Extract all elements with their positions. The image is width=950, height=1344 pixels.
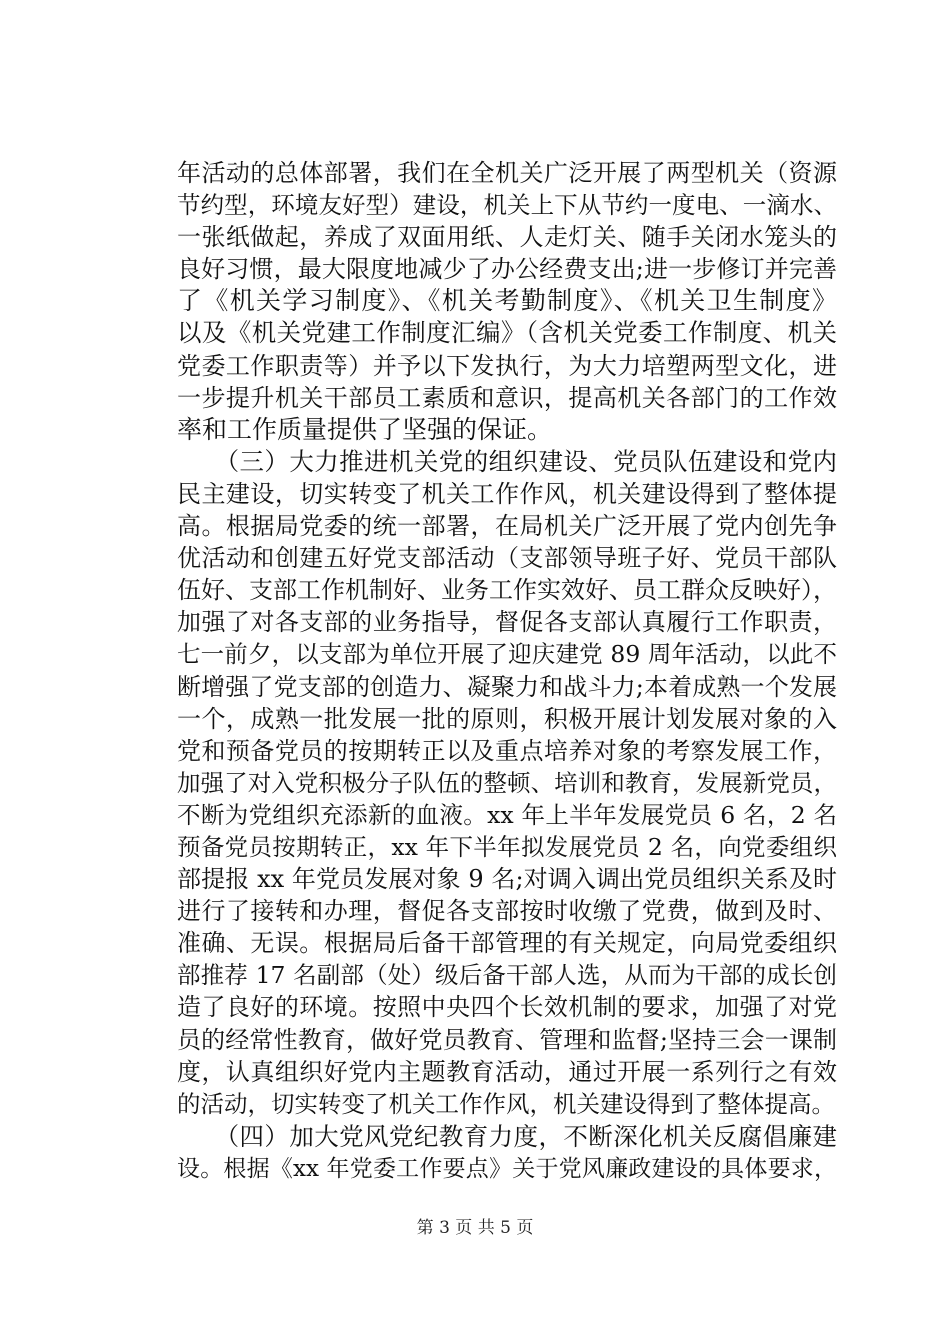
- text-line: 预备党员按期转正，xx 年下半年拟发展党员 2 名，向党委组织: [177, 832, 837, 861]
- text-line: 加强了对各支部的业务指导，督促各支部认真履行工作职责，: [177, 608, 837, 637]
- text-line: 民主建设，切实转变了机关工作作风，机关建设得到了整体提: [177, 479, 837, 508]
- text-line: 部提报 xx 年党员发展对象 9 名;对调入调出党员组织关系及时: [177, 865, 837, 894]
- text-line: 加强了对入党积极分子队伍的整顿、培训和教育，发展新党员，: [177, 768, 837, 797]
- text-line: 优活动和创建五好党支部活动（支部领导班子好、党员干部队: [177, 544, 837, 573]
- text-line: （四）加大党风党纪教育力度，不断深化机关反腐倡廉建: [177, 1122, 837, 1151]
- text-line: 以及《机关党建工作制度汇编》（含机关党委工作制度、机关: [177, 318, 837, 348]
- text-line: 了《机关学习制度》、《机关考勤制度》、《机关卫生制度》: [177, 286, 837, 316]
- text-line: 进行了接转和办理，督促各支部按时收缴了党费，做到及时、: [177, 897, 837, 926]
- body-text-block: [177, 1121, 837, 1185]
- text-line: 良好习惯，最大限度地减少了办公经费支出;进一步修订并完善: [177, 255, 837, 284]
- text-line: 度，认真组织好党内主题教育活动，通过开展一系列行之有效: [177, 1057, 837, 1086]
- text-line: 节约型，环境友好型）建设，机关上下从节约一度电、一滴水、: [177, 191, 837, 220]
- text-line: 造了良好的环境。按照中央四个长效机制的要求，加强了对党: [177, 993, 837, 1022]
- text-line: 党和预备党员的按期转正以及重点培养对象的考察发展工作，: [177, 736, 837, 765]
- text-line: 七一前夕，以支部为单位开展了迎庆建党 89 周年活动，以此不: [177, 640, 837, 669]
- text-line: 部推荐 17 名副部（处）级后备干部人选，从而为干部的成长创: [177, 961, 837, 990]
- text-line: 设。根据《xx 年党委工作要点》关于党风廉政建设的具体要求，: [177, 1156, 837, 1183]
- text-line: 的活动，切实转变了机关工作作风，机关建设得到了整体提高。: [177, 1089, 835, 1118]
- text-line: 伍好、支部工作机制好、业务工作实效好、员工群众反映好），: [177, 576, 837, 605]
- text-line: 一个，成熟一批发展一批的原则，积极开展计划发展对象的入: [177, 704, 837, 733]
- text-line: 党委工作职责等）并予以下发执行，为大力培塑两型文化，进: [177, 351, 837, 380]
- text-line: 率和工作质量提供了坚强的保证。: [177, 414, 553, 444]
- page-number: 第 3 页 共 5 页: [416, 1218, 534, 1238]
- text-line: 高。根据局党委的统一部署，在局机关广泛开展了党内创先争: [177, 512, 837, 541]
- text-line: 一张纸做起，养成了双面用纸、人走灯关、随手关闭水笼头的: [177, 223, 837, 252]
- text-line: 不断为党组织充添新的血液。xx 年上半年发展党员 6 名，2 名: [177, 800, 837, 829]
- text-line: 年活动的总体部署，我们在全机关广泛开展了两型机关（资源: [177, 159, 837, 187]
- page-footer: [0, 1213, 950, 1238]
- text-line: 一步提升机关干部员工素质和意识，提高机关各部门的工作效: [177, 383, 837, 412]
- body-text-block: [177, 157, 837, 1120]
- text-line: 员的经常性教育，做好党员教育、管理和监督;坚持三会一课制: [177, 1025, 837, 1054]
- text-line: 准确、无误。根据局后备干部管理的有关规定，向局党委组织: [177, 929, 837, 958]
- text-line: 断增强了党支部的创造力、凝聚力和战斗力;本着成熟一个发展: [177, 672, 837, 701]
- text-line: （三）大力推进机关党的组织建设、党员队伍建设和党内: [177, 446, 837, 476]
